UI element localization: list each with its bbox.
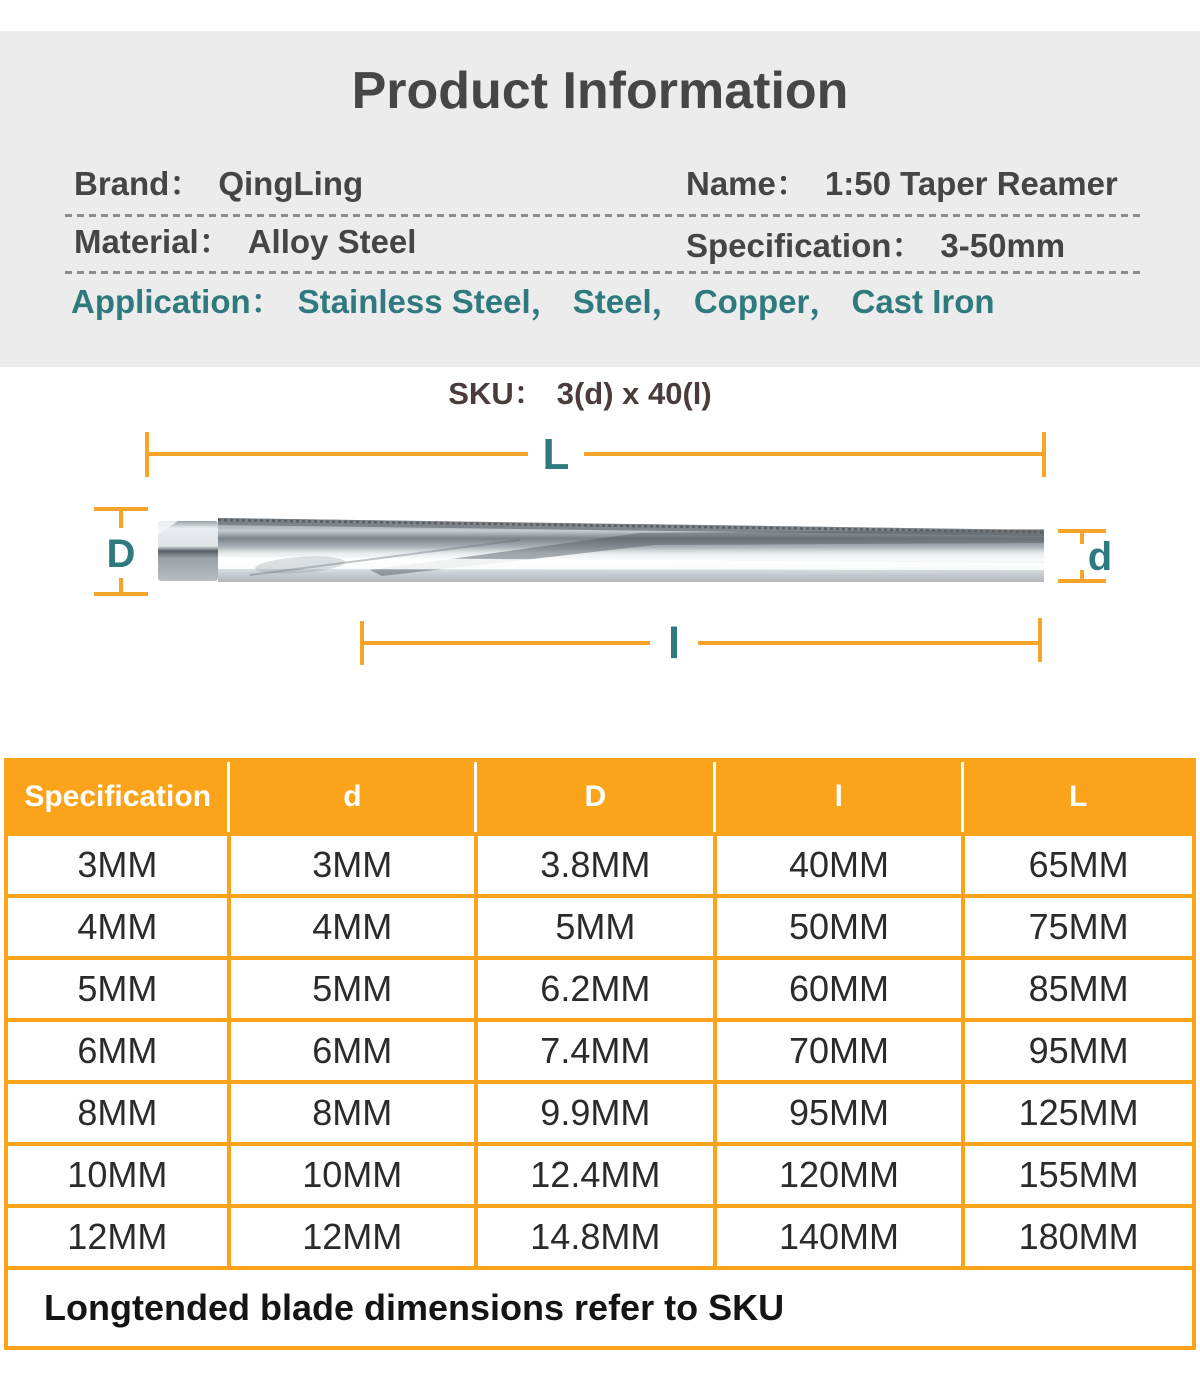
sku-value: 3(d) x 40(l) <box>556 376 712 411</box>
sku-line <box>0 368 1160 413</box>
table-row <box>8 1208 1192 1266</box>
application-label: Application： <box>71 283 284 320</box>
table-cell: 8MM <box>8 1084 227 1142</box>
table-footer-note: Longtended blade dimensions refer to SKU <box>8 1270 1192 1346</box>
sku-label: SKU： <box>448 376 545 411</box>
specification-value: 3-50mm <box>940 227 1066 264</box>
reamer-illustration <box>158 518 1044 582</box>
table-cell: 6MM <box>231 1022 474 1080</box>
table-row <box>8 898 1192 956</box>
table-cell: 14.8MM <box>478 1208 713 1266</box>
table-header-cell: D <box>477 762 713 832</box>
dashed-divider-1 <box>65 214 1143 217</box>
brand-row <box>74 161 363 207</box>
dimension-label-d: d <box>1087 535 1113 579</box>
table-row <box>8 1022 1192 1080</box>
table-cell: 4MM <box>231 898 474 956</box>
table-cell: 8MM <box>231 1084 474 1142</box>
table-cell: 5MM <box>478 898 713 956</box>
brand-value: QingLing <box>218 165 364 202</box>
table-cell: 70MM <box>717 1022 961 1080</box>
dimension-label-l: l <box>667 619 681 668</box>
table-cell: 3MM <box>231 836 474 894</box>
info-panel <box>0 31 1200 367</box>
table-cell: 5MM <box>8 960 227 1018</box>
table-cell: 12MM <box>231 1208 474 1266</box>
dimension-label-D: D <box>106 532 136 576</box>
table-cell: 6MM <box>8 1022 227 1080</box>
material-row <box>74 219 416 265</box>
table-cell: 180MM <box>965 1208 1192 1266</box>
table-header-cell: L <box>964 762 1192 832</box>
table-row <box>8 960 1192 1018</box>
spec-table <box>4 758 1196 1350</box>
table-cell: 6.2MM <box>478 960 713 1018</box>
name-value: 1:50 Taper Reamer <box>824 165 1118 202</box>
table-cell: 60MM <box>717 960 961 1018</box>
table-cell: 125MM <box>965 1084 1192 1142</box>
reamer-square-shank <box>158 521 218 581</box>
table-row <box>8 1084 1192 1142</box>
table-cell: 10MM <box>231 1146 474 1204</box>
table-cell: 7.4MM <box>478 1022 713 1080</box>
dimension-label-L: L <box>542 430 570 479</box>
table-header-cell: l <box>716 762 961 832</box>
specification-row <box>686 223 1065 269</box>
table-cell: 3MM <box>8 836 227 894</box>
table-cell: 12MM <box>8 1208 227 1266</box>
table-header-cell: d <box>230 762 474 832</box>
table-cell: 155MM <box>965 1146 1192 1204</box>
table-cell: 85MM <box>965 960 1192 1018</box>
table-row <box>8 1146 1192 1204</box>
table-cell: 75MM <box>965 898 1192 956</box>
table-cell: 5MM <box>231 960 474 1018</box>
page-title: Product Information <box>351 62 849 120</box>
specification-label: Specification： <box>686 227 925 264</box>
name-label: Name： <box>686 165 809 202</box>
table-cell: 140MM <box>717 1208 961 1266</box>
table-header-row <box>8 762 1192 832</box>
dimension-d <box>1058 531 1112 581</box>
reamer-diagram <box>0 415 1200 705</box>
table-cell: 40MM <box>717 836 961 894</box>
material-value: Alloy Steel <box>247 223 417 260</box>
table-row <box>8 836 1192 894</box>
table-cell: 50MM <box>717 898 961 956</box>
application-value: Stainless Steel， Steel， Copper， Cast Iron <box>297 283 995 320</box>
name-row <box>686 161 1118 207</box>
table-cell: 10MM <box>8 1146 227 1204</box>
table-cell: 9.9MM <box>478 1084 713 1142</box>
material-label: Material： <box>74 223 232 260</box>
dimension-l <box>362 618 1040 668</box>
table-cell: 120MM <box>717 1146 961 1204</box>
table-cell: 65MM <box>965 836 1192 894</box>
dashed-divider-2 <box>65 271 1143 274</box>
table-cell: 95MM <box>717 1084 961 1142</box>
table-cell: 12.4MM <box>478 1146 713 1204</box>
table-cell: 3.8MM <box>478 836 713 894</box>
dimension-L <box>147 430 1044 479</box>
application-row <box>71 279 995 325</box>
table-header-cell: Specification <box>8 762 227 832</box>
dimension-D <box>94 509 148 594</box>
brand-label: Brand： <box>74 165 203 202</box>
table-cell: 95MM <box>965 1022 1192 1080</box>
table-cell: 4MM <box>8 898 227 956</box>
